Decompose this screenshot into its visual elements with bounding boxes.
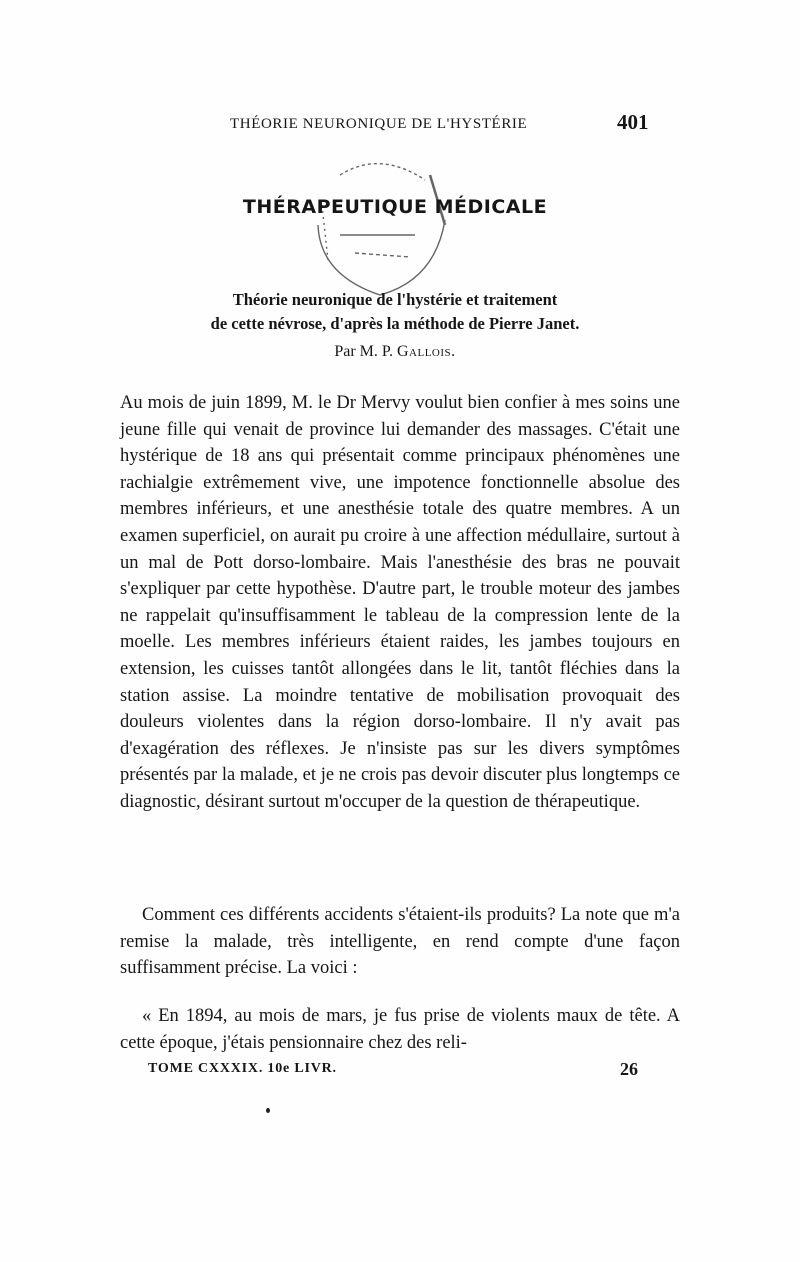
article-title-line-2: de cette névrose, d'après la méthode de Pierre Janet. [210, 314, 580, 333]
byline-author: Gallois. [397, 343, 456, 360]
footer-tome: TOME CXXXIX. 10e LIVR. [148, 1061, 337, 1076]
running-title: THÉORIE NEURONIQUE DE L'HYSTÉRIE [230, 116, 528, 132]
footer-signature: 26 [620, 1059, 638, 1079]
ink-speck [266, 1108, 270, 1113]
byline [0, 343, 790, 361]
paragraph-1: Au mois de juin 1899, M. le Dr Mervy voulut bien confier à mes soins une jeune fille qui venait de province lui demander des massages. C'était une hystérique de 18 ans qui présentait comme principaux phénomènes une rachialgie extrêmement vive, une impotence fonctionnelle absolue des membres inférieurs, et une anesthésie totale des quatre membres. A un examen superficiel, on aurait pu croire à une affection médullaire, surtout à un mal de Pott dorso-lombaire. Mais l'anesthésie des bras ne pouvait s'expliquer par cette hypothèse. D'autre part, le trouble moteur des jambes ne rappelait qu'insuffisamment le tableau de la compression lente de la moelle. Les membres inférieurs étaient raides, les jambes toujours en extension, les cuisses tantôt allongées dans le lit, tantôt fléchies dans la station assise. La moindre tentative de mobilisation provoquait des douleurs violentes dans la région dorso-lombaire. Il n'y avait pas d'exagération des réflexes. Je n'insiste pas sur les divers symptômes présentés par la malade, et je ne crois pas devoir discuter plus longtemps ce diagnostic, désirant surtout m'occuper de la question de thérapeutique. [120, 393, 680, 812]
paragraph-3: « En 1894, au mois de mars, je fus prise de violents maux de tête. A cette époque, j'étais pensionnaire chez des reli- [120, 1006, 680, 1053]
library-stamp-icon [300, 155, 460, 305]
article-title [0, 288, 790, 336]
page-number: 401 [617, 110, 649, 134]
article-title-line-1: Théorie neuronique de l'hystérie et traitement [232, 290, 558, 309]
byline-prefix: Par M. P. [334, 343, 397, 360]
paragraph-2: Comment ces différents accidents s'étaient-ils produits? La note que m'a remise la malade, très intelligente, en rend compte d'une façon suffisamment précise. La voici : [120, 905, 680, 979]
section-title: THÉRAPEUTIQUE MÉDICALE [242, 196, 548, 218]
